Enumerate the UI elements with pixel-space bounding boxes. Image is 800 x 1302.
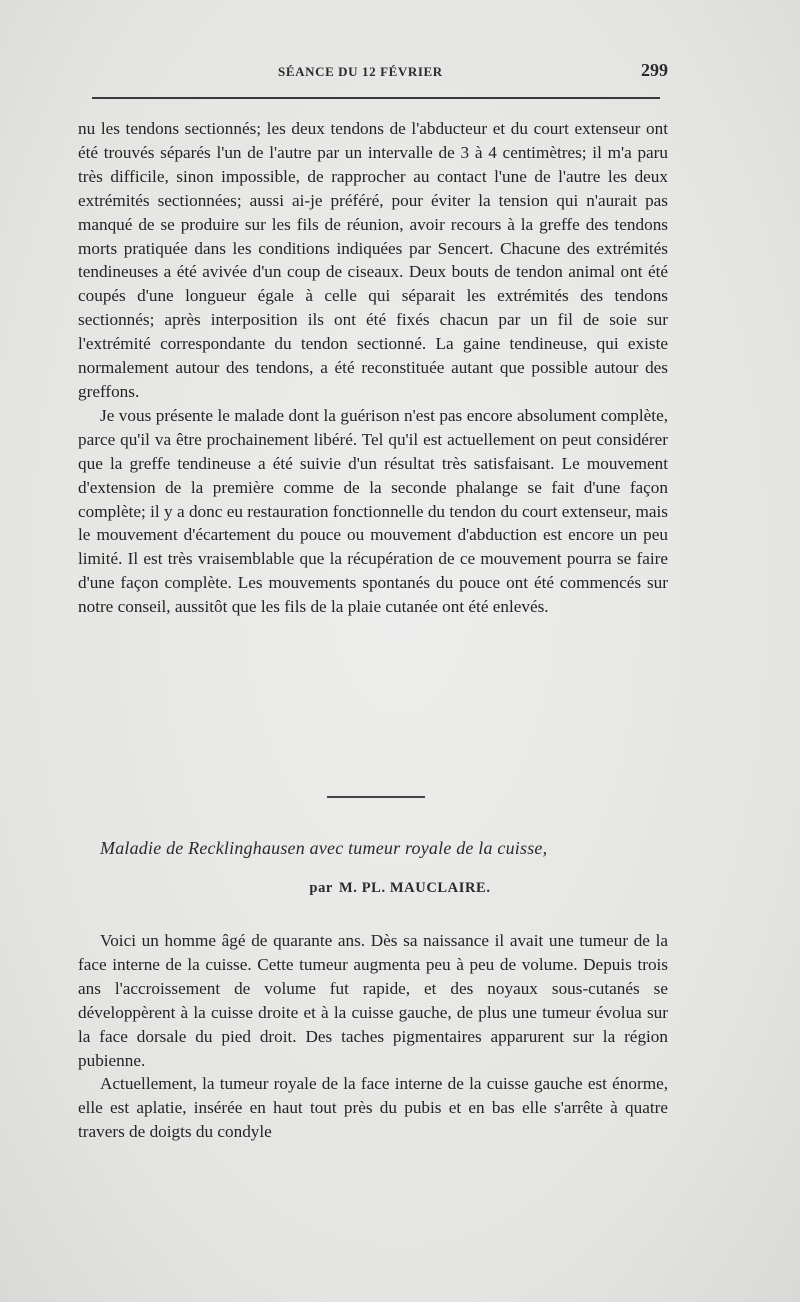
running-head [78, 60, 670, 88]
continued-text-section [78, 117, 668, 619]
section-separator [327, 796, 425, 798]
paragraph-patient-presentation: Je vous présente le malade dont la guérison n'est pas encore absolument complète, parce qu'il va être prochainement libéré. Tel qu'il est actuellement on peut considérer que la greffe tendineuse a été suivie d'un résultat très satisfaisant. Le mouvement d'extension de la première comme de la seconde phalange se fait d'une façon complète; il y a donc eu restauration fonctionnelle du tendon du court extenseur, mais le mouvement d'écartement du pouce ou mouvement d'abduction est encore un peu limité. Il est très vraisemblable que la récupération de ce mouvement pourra se faire d'une façon complète. Les mouvements spontanés du pouce ont été commencés sur notre conseil, aussitôt que les fils de la plaie cutanée ont été enlevés. [78, 405, 668, 617]
article-title: Maladie de Recklinghausen avec tumeur royale de la cuisse, [100, 838, 548, 858]
paragraph-current-state: Actuellement, la tumeur royale de la face interne de la cuisse gauche est énorme, elle est aplatie, insérée en haut tout près du pubis et en bas elle s'arrête à quatre travers de doigts du condyle [78, 1074, 668, 1142]
paragraph-continuation: nu les tendons sectionnés; les deux tendons de l'abducteur et du court extenseur ont été trouvés séparés l'un de l'autre par un intervalle de 3 à 4 centimètres; il m'a paru très difficile, sinon impossible, de rapprocher au contact l'une de l'autre les deux extrémités sectionnées; aussi ai-je préféré, pour éviter la tension qui n'aurait pas manqué de se produire sur les fils de réunion, avoir recours à la greffe des tendons morts pratiquée dans les conditions indiquées par Sencert. Chacune des extrémités tendineuses a été avivée d'un coup de ciseaux. Deux bouts de tendon animal ont été coupés d'une longueur égale à celle qui séparait les extrémités des tendons sectionnés; après interposition ils ont été fixés chacun par un fil de soie sur l'extrémité correspondante du tendon sectionné. La gaine tendineuse, qui existe normalement autour des tendons, a été reconstituée autant que possible autour des greffons. [78, 119, 668, 401]
page-number: 299 [641, 60, 668, 80]
article-body [78, 929, 668, 1144]
article-author [0, 880, 800, 897]
header-rule [92, 97, 660, 99]
running-title: SÉANCE DU 12 FÉVRIER [278, 64, 443, 79]
author-prefix: par [309, 880, 333, 896]
author-name: M. PL. MAUCLAIRE. [338, 880, 491, 896]
paragraph-history: Voici un homme âgé de quarante ans. Dès sa naissance il avait une tumeur de la face interne de la cuisse. Cette tumeur augmenta peu à peu de volume. Depuis trois ans l'accroissement de volume fut rapide, et des noyaux sous-cutanés se développèrent à la cuisse droite et à la cuisse gauche, de plus une tumeur évolua sur la face dorsale du pied droit. Des taches pigmentaires apparurent sur la région pubienne. [78, 931, 668, 1070]
